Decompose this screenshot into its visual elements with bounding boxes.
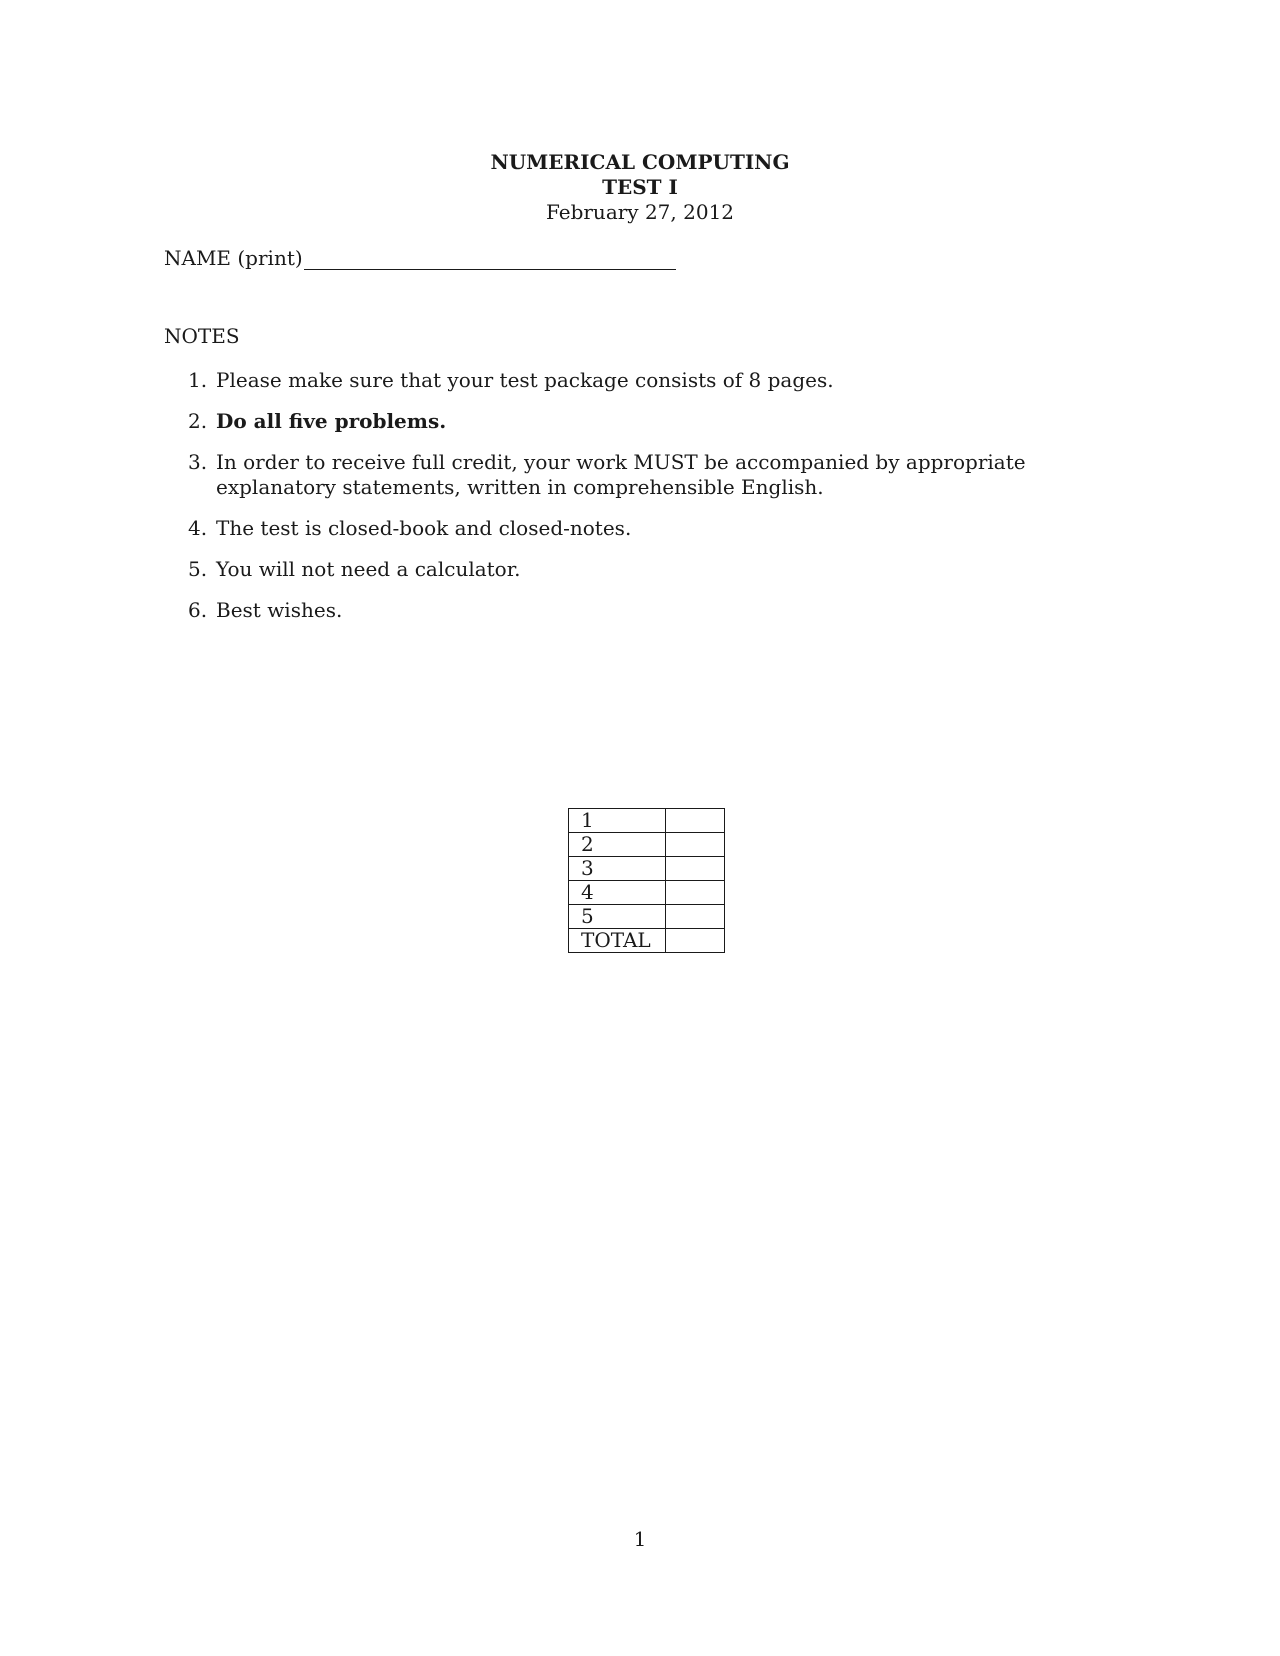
note-item (188, 557, 1138, 582)
note-number: 3. (188, 450, 208, 474)
note-item (188, 450, 1138, 500)
score-cell[interactable] (666, 905, 725, 929)
table-row (569, 833, 725, 857)
score-cell[interactable] (666, 881, 725, 905)
note-text: The test is closed-book and closed-notes. (216, 516, 632, 540)
note-text: Please make sure that your test package consists of 8 pages. (216, 368, 834, 392)
table-row (569, 929, 725, 953)
note-text: You will not need a calculator. (216, 557, 521, 581)
problem-label: 4 (569, 881, 666, 905)
score-cell[interactable] (666, 809, 725, 833)
name-field (164, 246, 676, 270)
note-number: 5. (188, 557, 208, 581)
table-row (569, 881, 725, 905)
score-cell[interactable] (666, 857, 725, 881)
name-blank-line[interactable] (304, 249, 676, 270)
note-number: 4. (188, 516, 208, 540)
total-label: TOTAL (569, 929, 666, 953)
score-cell[interactable] (666, 833, 725, 857)
note-item (188, 516, 1138, 541)
exam-date: February 27, 2012 (545, 200, 735, 224)
notes-list (188, 368, 1138, 639)
problem-label: 2 (569, 833, 666, 857)
note-number: 6. (188, 598, 208, 622)
note-text: In order to receive full credit, your work MUST be accompanied by appropriate explanatory statements, written in comprehensible English. (216, 450, 1026, 499)
note-item (188, 409, 1138, 434)
table-row (569, 809, 725, 833)
name-label: NAME (print) (164, 246, 303, 270)
table-row (569, 857, 725, 881)
note-item (188, 598, 1138, 623)
score-table (568, 808, 725, 953)
test-title: TEST I (602, 175, 678, 199)
note-item (188, 368, 1138, 393)
note-text: Do all five problems. (216, 409, 447, 433)
problem-label: 5 (569, 905, 666, 929)
page-number: 1 (633, 1527, 647, 1551)
note-text: Best wishes. (216, 598, 343, 622)
course-title: NUMERICAL COMPUTING (490, 150, 790, 174)
problem-label: 1 (569, 809, 666, 833)
notes-heading: NOTES (164, 324, 240, 348)
note-number: 1. (188, 368, 208, 392)
problem-label: 3 (569, 857, 666, 881)
total-score-cell[interactable] (666, 929, 725, 953)
title-block (0, 150, 1280, 225)
table-row (569, 905, 725, 929)
note-number: 2. (188, 409, 208, 433)
